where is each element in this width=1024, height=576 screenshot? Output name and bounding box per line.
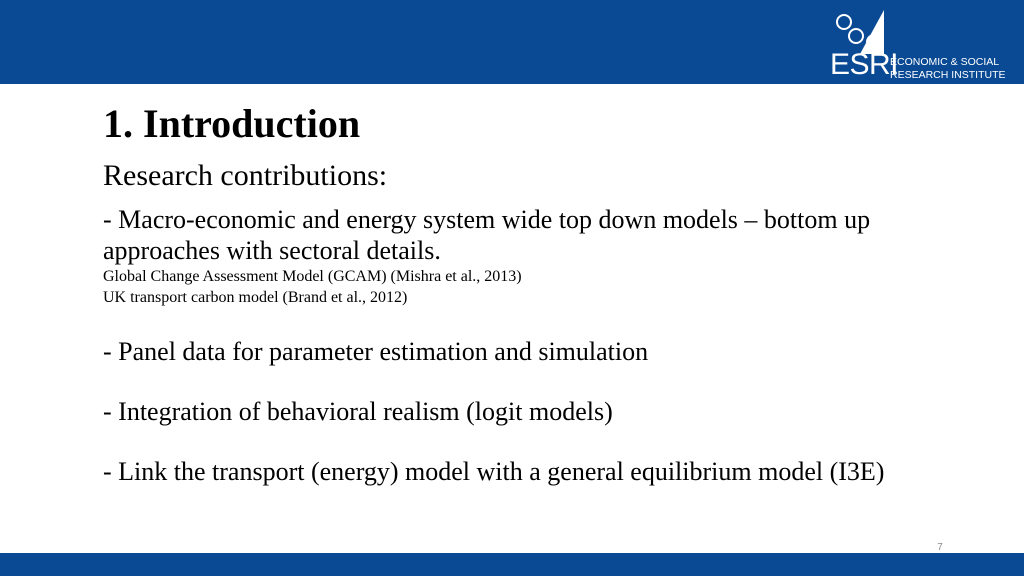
bullet-point: - Macro-economic and energy system wide top down models – bottom up approaches with sectoral details. [103, 205, 871, 265]
esri-logo [822, 0, 1024, 84]
reference-note: Global Change Assessment Model (GCAM) (Mishra et al., 2013) [103, 268, 522, 285]
logo-institute-name [890, 56, 1006, 82]
bullet-point: - Link the transport (energy) model with a general equilibrium model (I3E) [103, 457, 885, 486]
slide-title: 1. Introduction [103, 101, 361, 146]
footer-band [0, 553, 1024, 576]
page-number: 7 [937, 542, 943, 553]
slide-subtitle: Research contributions: [103, 159, 388, 192]
bullet-point: - Panel data for parameter estimation and simulation [103, 337, 649, 366]
logo-name-line1: ECONOMIC & SOCIAL [890, 56, 1000, 68]
bullet-point: - Integration of behavioral realism (logit models) [103, 397, 613, 426]
reference-note: UK transport carbon model (Brand et al., 2012) [103, 289, 408, 306]
logo-abbreviation: ESRI [830, 48, 899, 81]
logo-name-line2: RESEARCH INSTITUTE [890, 69, 1006, 81]
slide-content [103, 100, 983, 487]
